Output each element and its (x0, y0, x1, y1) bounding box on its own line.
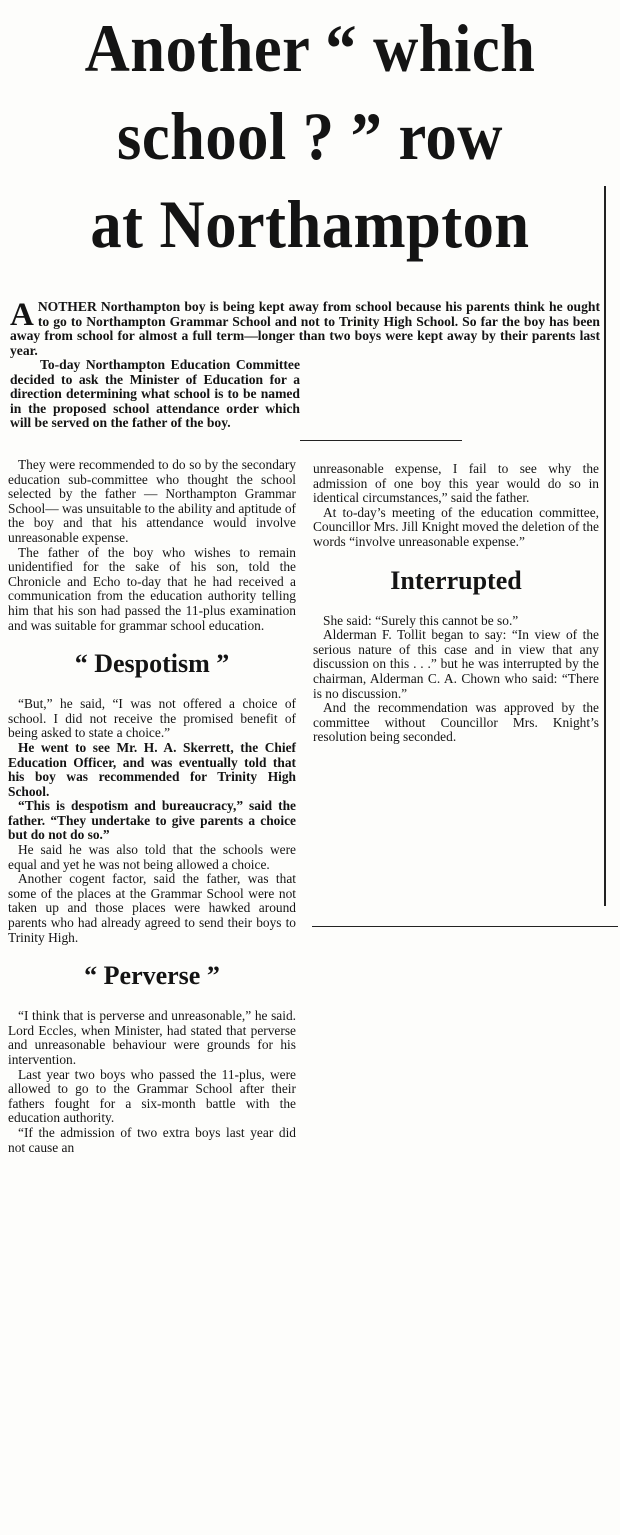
col1-paragraph: He said he was also told that the schools were equal and yet he was not being allowed a choice. (8, 842, 296, 872)
headline-line-2: school ? ” row (117, 98, 503, 174)
subheading-despotism: “ Despotism ” (74, 649, 230, 679)
col1-paragraph: “I think that is perverse and unreasonable,” he said. Lord Eccles, when Minister, had stated that perverse and unreasonable behaviour were grounds for his intervention. (8, 1008, 296, 1067)
col2-paragraph: At to-day’s meeting of the education committee, Councillor Mrs. Jill Knight moved the deletion of the words “involve unreasonable expense.” (313, 504, 600, 549)
col1-paragraph: They were recommended to do so by the secondary education sub-committee who thought the school selected by the father — Northampton Grammar School— was unsuitable to the ability and aptitude of the boy and that his attendance would involve unreasonable expense. (8, 457, 296, 545)
headline-line-1: Another “ which (84, 10, 536, 86)
col1-paragraph: Last year two boys who passed the 11-plus, were allowed to go to the Grammar School after their fathers fought for a six-month battle with the education authority. (8, 1066, 296, 1126)
subheading-interrupted: Interrupted (390, 565, 522, 595)
col1-paragraph: The father of the boy who wishes to remain unidentified for the sake of his son, told the Chronicle and Echo to-day that he had received a communication from the education authority telling him that his son had passed the 11-plus examination and was suitable for grammar school education. (8, 544, 296, 633)
column-rule-right (604, 186, 606, 906)
col2-paragraph: Alderman F. Tollit began to say: “In view of the serious nature of this case and in view that any discussion on this . . .” but he was interrupted by the chairman, Alderman C. A. Chown who said: “There is no discussion.” (313, 627, 599, 701)
intro-block (10, 297, 600, 431)
col1-paragraph: Another cogent factor, said the father, was that some of the places at the Grammar School were not taken up and those places were hawked around parents who had already agreed to send their boys to Trinity High. (8, 871, 296, 945)
intro-paragraph-1 (10, 297, 600, 358)
col1-paragraph: “This is despotism and bureaucracy,” said the father. “They undertake to give parents a choice but do not do so.” (8, 798, 296, 843)
intro-first-line: NOTHER Northampton boy is being kept away from school (37, 299, 392, 314)
intro-paragraph-2: To-day Northampton Education Committee decided to ask the Minister of Education for a direction determining what school is to be named in the proposed school attendance order which will be served on the father of the boy. (10, 357, 300, 430)
intro-rest: because his parents think he ought to go to Northampton Grammar School and not to Trinity High School. So far the boy has been away from school for almost a full term—longer than two boys were kept away by their parents last year. (10, 299, 600, 358)
column-rule-top (300, 440, 462, 441)
subheading-perverse: “ Perverse ” (84, 961, 220, 991)
article-column-2 (313, 462, 599, 745)
column-rule-end (312, 926, 618, 927)
article-column-1 (8, 458, 296, 1155)
col2-paragraph: She said: “Surely this cannot be so.” (323, 612, 519, 628)
col2-paragraph: unreasonable expense, I fail to see why the admission of one boy this year would do so in identical circumstances,” said the father. (313, 461, 599, 506)
headline-line-3: at Northampton (90, 186, 530, 262)
drop-cap: A (10, 297, 34, 333)
col2-paragraph: And the recommendation was approved by the committee without Councillor Mrs. Knight’s resolution being seconded. (313, 700, 599, 745)
col1-paragraph: “But,” he said, “I was not offered a choice of school. I did not receive the promised benefit of being asked to state a choice.” (8, 696, 296, 741)
col1-paragraph: He went to see Mr. H. A. Skerrett, the Chief Education Officer, and was eventually told that his boy was recommended for Trinity High School. (8, 739, 296, 799)
col1-paragraph: “If the admission of two extra boys last year did not cause an (8, 1124, 296, 1155)
headline (25, 4, 595, 268)
